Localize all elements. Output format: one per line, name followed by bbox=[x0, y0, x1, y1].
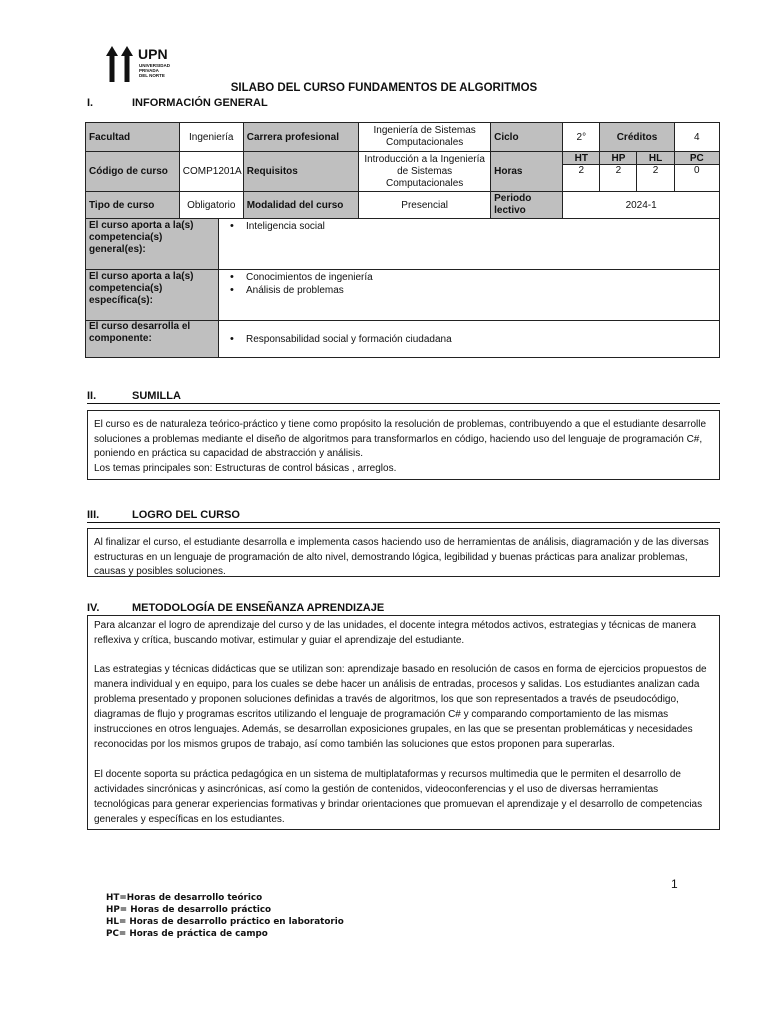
requisitos-value: Introducción a la Ingeniería de Sistemas Computacionales bbox=[359, 152, 491, 192]
logro-box bbox=[87, 528, 720, 577]
section-heading-2 bbox=[87, 390, 720, 404]
section-title: SUMILLA bbox=[132, 390, 181, 402]
logo-sub-line: DEL NORTE bbox=[139, 73, 165, 78]
periodo-value: 2024-1 bbox=[563, 192, 720, 219]
competencia-general-label: El curso aporta a la(s) competencia(s) general(es): bbox=[86, 219, 219, 270]
carrera-label: Carrera profesional bbox=[243, 123, 358, 152]
facultad-value: Ingeniería bbox=[179, 123, 243, 152]
metodologia-paragraph-2: Las estrategias y técnicas didácticas que se utilizan son: aprendizaje basado en resolución de casos en forma de ejercicios propuestos de manera individual y en equipo, para los cuales se debe hacer un análisis de entradas, procesos y salidas. Los estudiantes analizan cada problema presentado y proponen soluciones definidas a través de algoritmos, los que son representados a través de pseudocódigo, diagramas de flujo y programas escritos utilizando el lenguaje de programación C# y comparando comportamiento de las mismas instrucciones en otros lenguajes. Además, se desarrollan exposiciones grupales, en las que se presentan problemáticas y necesidades reconocidas por los mismos grupos de trabajo, así como también las soluciones que estos proponen para superarlas. bbox=[94, 664, 707, 750]
sumilla-box bbox=[87, 410, 720, 480]
section-title: INFORMACIÓN GENERAL bbox=[132, 97, 268, 109]
section-heading-4 bbox=[87, 602, 720, 615]
section-title: METODOLOGÍA DE ENSEÑANZA APRENDIZAJE bbox=[132, 602, 385, 614]
footnote: HT=Horas de desarrollo teórico bbox=[106, 893, 263, 903]
general-info-table bbox=[85, 122, 720, 358]
section-heading-3 bbox=[87, 509, 720, 523]
list-item: • Inteligencia social bbox=[222, 220, 716, 233]
competencia-general-list bbox=[222, 220, 716, 233]
pc-value: 0 bbox=[674, 165, 719, 192]
competencia-general-cell bbox=[218, 219, 719, 270]
tipo-value: Obligatorio bbox=[179, 192, 243, 219]
footnotes bbox=[106, 892, 344, 940]
componente-list bbox=[222, 333, 716, 346]
section-number: II. bbox=[87, 390, 97, 402]
periodo-label: Periodo lectivo bbox=[491, 192, 563, 219]
hp-value: 2 bbox=[600, 165, 637, 192]
requisitos-label: Requisitos bbox=[243, 152, 358, 192]
section-title: LOGRO DEL CURSO bbox=[132, 509, 240, 521]
hp-header: HP bbox=[600, 152, 637, 165]
creditos-value: 4 bbox=[674, 123, 719, 152]
carrera-value: Ingeniería de Sistemas Computacionales bbox=[359, 123, 491, 152]
modalidad-value: Presencial bbox=[359, 192, 491, 219]
list-item: • Conocimientos de ingeniería bbox=[222, 271, 716, 284]
list-item: • Responsabilidad social y formación ciudadana bbox=[222, 333, 716, 346]
competencia-especifica-list bbox=[222, 271, 716, 297]
modalidad-label: Modalidad del curso bbox=[243, 192, 358, 219]
facultad-label: Facultad bbox=[86, 123, 180, 152]
section-heading-1 bbox=[87, 97, 387, 111]
metodologia-paragraph-3: El docente soporta su práctica pedagógica en un sistema de multiplataformas y recursos multimedia que le permiten el desarrollo de actividades sincrónicas y asincrónicas, así como la gestión de contenidos, videoconferencias y el uso de diversas herramientas tecnológicas para generar experiencias formativas y brindar orientaciones que promuevan el aprendizaje y el desarrollo de competencias generales y específicas en los estudiantes. bbox=[94, 769, 703, 825]
logo-sub-line: PRIVADA bbox=[139, 68, 159, 73]
ciclo-value: 2° bbox=[563, 123, 600, 152]
list-item: • Análisis de problemas bbox=[222, 284, 716, 297]
section-number: I. bbox=[87, 97, 94, 109]
document-title: SILABO DEL CURSO FUNDAMENTOS DE ALGORITMOS bbox=[230, 82, 538, 94]
pc-header: PC bbox=[674, 152, 719, 165]
metodologia-box bbox=[87, 615, 720, 830]
upn-logo bbox=[104, 44, 184, 86]
logo-subtitle bbox=[139, 63, 179, 78]
codigo-value: COMP1201A bbox=[179, 152, 243, 192]
ht-value: 2 bbox=[563, 165, 600, 192]
competencia-especifica-label: El curso aporta a la(s) competencia(s) específica(s): bbox=[86, 270, 219, 321]
codigo-label: Código de curso bbox=[86, 152, 180, 192]
footnote: HP= Horas de desarrollo práctico bbox=[106, 905, 272, 915]
competencia-especifica-cell bbox=[218, 270, 719, 321]
sumilla-paragraph: El curso es de naturaleza teórico-práctico y tiene como propósito la resolución de problemas, contribuyendo a que el estudiante desarrolle soluciones a problemas mediante el diseño de algoritmos para transformarlos en código, haciendo uso del lenguaje de programación C#, poniendo en práctica su capacidad de abstracción y análisis. bbox=[94, 419, 707, 459]
footnote: HL= Horas de desarrollo práctico en laboratorio bbox=[106, 917, 344, 927]
logo-sub-line: UNIVERSIDAD bbox=[139, 63, 171, 68]
creditos-label: Créditos bbox=[600, 123, 674, 152]
componente-label: El curso desarrolla el componente: bbox=[86, 321, 219, 358]
hl-value: 2 bbox=[637, 165, 674, 192]
section-number: IV. bbox=[87, 602, 100, 614]
tipo-label: Tipo de curso bbox=[86, 192, 180, 219]
sumilla-topics: Los temas principales son: Estructuras de control básicas , arreglos. bbox=[94, 462, 397, 474]
hl-header: HL bbox=[637, 152, 674, 165]
section-number: III. bbox=[87, 509, 100, 521]
logo-word: UPN bbox=[138, 46, 168, 62]
ht-header: HT bbox=[563, 152, 600, 165]
metodologia-paragraph-1: Para alcanzar el logro de aprendizaje del curso y de las unidades, el docente integra métodos activos, estrategias y técnicas de manera reflexiva y crítica, buscando motivar, estimular y guiar el aprendizaje del estudiante. bbox=[94, 620, 697, 646]
componente-cell bbox=[218, 321, 719, 358]
page-number: 1 bbox=[671, 877, 678, 891]
horas-label: Horas bbox=[491, 152, 563, 192]
logro-paragraph: Al finalizar el curso, el estudiante desarrolla e implementa casos haciendo uso de herramientas de análisis, diagramación y de las diversas estructuras en un lenguaje de programación de alto nivel, demostrando lógica, legibilidad y buenas prácticas para analizar problemas, causas y posibles soluciones. bbox=[94, 537, 709, 577]
ciclo-label: Ciclo bbox=[491, 123, 563, 152]
upn-logo-icon bbox=[104, 44, 136, 84]
footnote: PC= Horas de práctica de campo bbox=[106, 929, 268, 939]
